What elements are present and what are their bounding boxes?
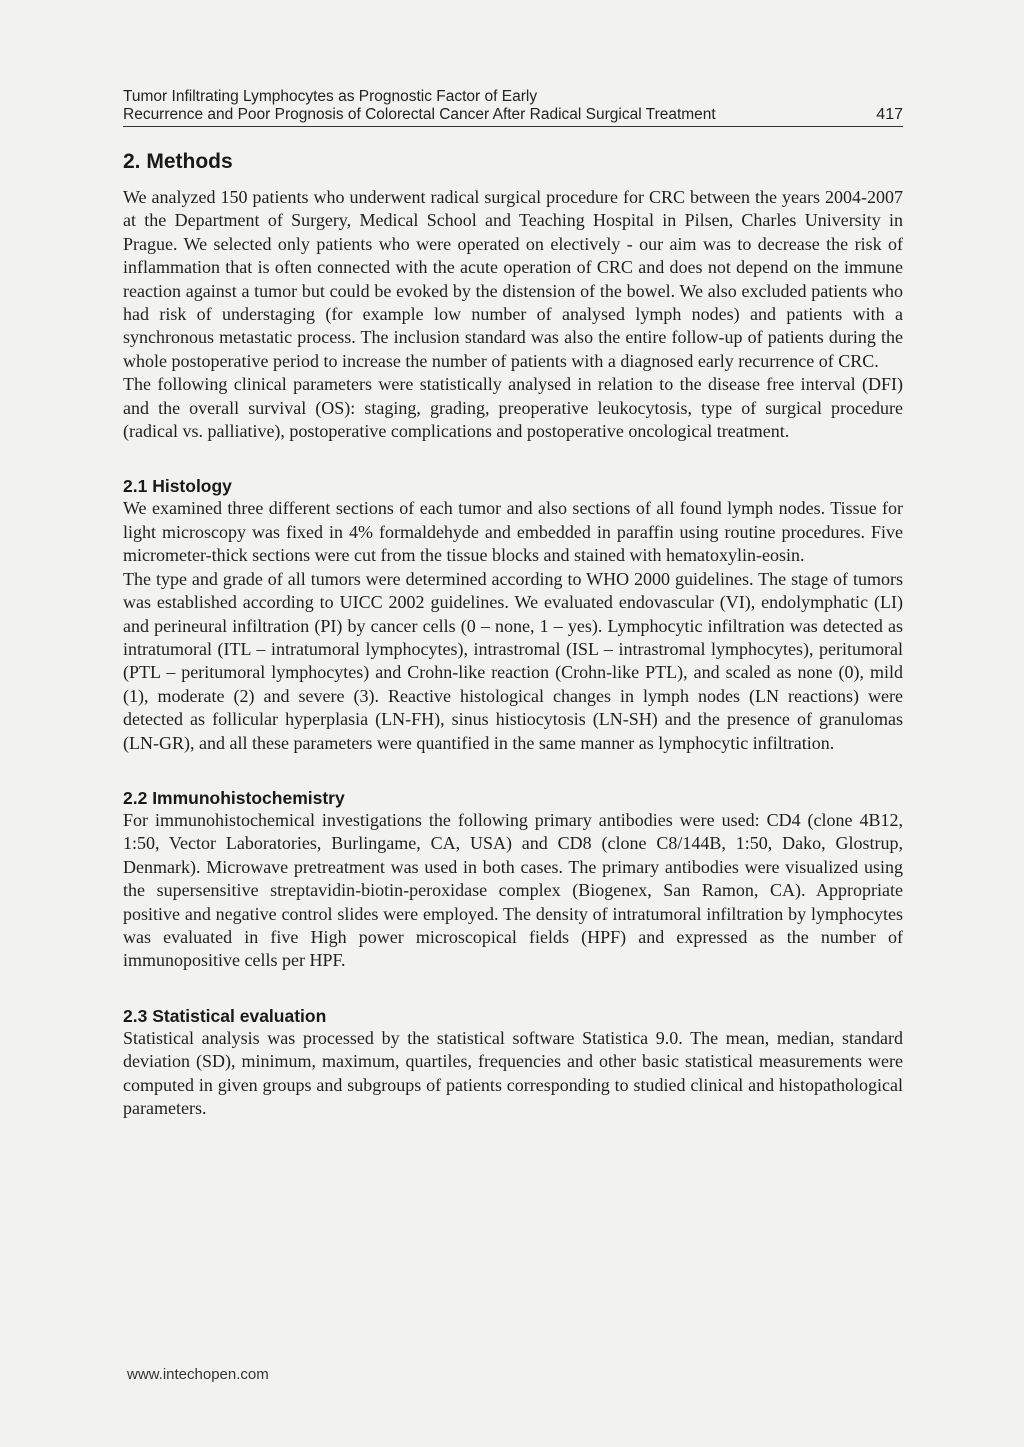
running-header	[123, 88, 903, 124]
header-title-line-2: Recurrence and Poor Prognosis of Colorectal Cancer After Radical Surgical Treatment	[123, 106, 716, 123]
subsection-heading-histology: 2.1 Histology	[123, 476, 232, 497]
immunohistochemistry-paragraph: For immunohistochemical investigations the following primary antibodies were used: CD4 (clone 4B12, 1:50, Vector Laboratories, Burlingame, CA, USA) and CD8 (clone C8/144B, 1:50, Dako, Glostrup, Denmark). Microwave pretreatment was used in both cases. The primary antibodies were visualized using the supersensitive streptavidin-biotin-peroxidase complex (Biogenex, San Ramon, CA). Appropriate positive and negative control slides were employed. The density of intratumoral infiltration by lymphocytes was evaluated in five High power microscopical fields (HPF) and expressed as the number of immunopositive cells per HPF.	[123, 809, 903, 971]
histology-paragraph-1: We examined three different sections of each tumor and also sections of all found lymph nodes. Tissue for light microscopy was fixed in 4% formaldehyde and embedded in paraffin using routine procedures. Five micrometer-thick sections were cut from the tissue blocks and stained with hematoxylin-eosin.	[123, 498, 903, 566]
header-line-2	[123, 106, 903, 124]
methods-paragraph-1: We analyzed 150 patients who underwent radical surgical procedure for CRC between the years 2004-2007 at the Department of Surgery, Medical School and Teaching Hospital in Pilsen, Charles University in Prague. We selected only patients who were operated on electively - our aim was to decrease the risk of inflammation that is often connected with the acute operation of CRC and does not depend on the immune reaction against a tumor but could be evoked by the distension of the bowel. We also excluded patients who had risk of understaging (for example low number of analysed lymph nodes) and patients with a synchronous metastatic process. The inclusion standard was also the entire follow-up of patients during the whole postoperative period to increase the number of patients with a diagnosed early recurrence of CRC.	[123, 187, 903, 371]
header-title-line-1: Tumor Infiltrating Lymphocytes as Prognostic Factor of Early	[123, 88, 538, 105]
main-content	[123, 150, 903, 1120]
statistics-paragraph: Statistical analysis was processed by the statistical software Statistica 9.0. The mean, median, standard deviation (SD), minimum, maximum, quartiles, frequencies and other basic statistical measurements were computed in given groups and subgroups of patients corresponding to studied clinical and histopathological parameters.	[123, 1027, 903, 1118]
page-number: 417	[876, 106, 903, 123]
subsection-heading-immunohistochemistry: 2.2 Immunohistochemistry	[123, 787, 345, 808]
section-heading-methods: 2. Methods	[123, 150, 233, 173]
subsection-heading-statistics: 2.3 Statistical evaluation	[123, 1005, 327, 1026]
methods-paragraph-2: The following clinical parameters were statistically analysed in relation to the disease free interval (DFI) and the overall survival (OS): staging, grading, preoperative leukocytosis, type of surgical procedure (radical vs. palliative), postoperative complications and postoperative oncological treatment.	[123, 374, 903, 442]
footer-url: www.intechopen.com	[127, 1366, 269, 1383]
histology-paragraph-2: The type and grade of all tumors were determined according to WHO 2000 guidelines. The stage of tumors was established according to UICC 2002 guidelines. We evaluated endovascular (VI), endolymphatic (LI) and perineural infiltration (PI) by cancer cells (0 – none, 1 – yes). Lymphocytic infiltration was detected as intratumoral (ITL – intratumoral lymphocytes), intrastromal (ISL – intrastromal lymphocytes), peritumoral (PTL – peritumoral lymphocytes) and Crohn-like reaction (Crohn-like PTL), and scaled as none (0), mild (1), moderate (2) and severe (3). Reactive histological changes in lymph nodes (LN reactions) were detected as follicular hyperplasia (LN-FH), sinus histiocytosis (LN-SH) and the presence of granulomas (LN-GR), and all these parameters were quantified in the same manner as lymphocytic infiltration.	[123, 568, 903, 753]
header-rule	[123, 126, 903, 127]
